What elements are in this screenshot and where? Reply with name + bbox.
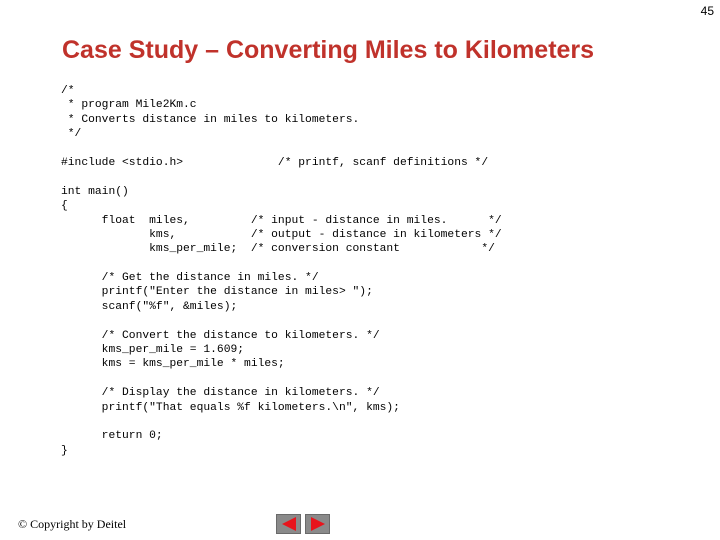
code-line: */ [61,128,82,141]
slide-navigation [276,514,330,534]
code-line [61,314,502,328]
copyright-notice: © Copyright by Deitel [18,517,127,531]
code-line [61,170,502,184]
code-line: int main() [61,185,129,198]
left-arrow-icon [280,517,298,531]
code-line: /* Display the distance in kilometers. */ [61,387,380,400]
next-slide-button[interactable] [305,514,330,534]
code-line: kms_per_mile; /* conversion constant */ [61,243,495,256]
code-line: * program Mile2Km.c [61,99,197,112]
right-arrow-icon [309,517,327,531]
slide-title: Case Study – Converting Miles to Kilometers [62,36,595,64]
code-line: * Converts distance in miles to kilometers. [61,113,360,126]
code-line [61,415,502,429]
code-line: kms_per_mile = 1.609; [61,344,245,357]
code-line: printf("Enter the distance in miles> "); [61,286,373,299]
code-line: scanf("%f", &miles); [61,300,238,313]
code-line: /* Convert the distance to kilometers. */ [61,329,380,342]
code-line: printf("That equals %f kilometers.\n", kms); [61,401,400,414]
code-line: kms = kms_per_mile * miles; [61,358,285,371]
code-line: float miles, /* input - distance in miles. */ [61,214,502,227]
code-line: #include <stdio.h> /* printf, scanf definitions */ [61,156,489,169]
code-listing [61,84,502,458]
code-line: return 0; [61,430,163,443]
code-line: kms, /* output - distance in kilometers */ [61,228,502,241]
code-line: /* [61,85,75,97]
code-line [61,372,502,386]
previous-slide-button[interactable] [276,514,301,534]
code-line: { [61,200,68,213]
code-line [61,142,502,156]
code-line [61,257,502,271]
code-line: /* Get the distance in miles. */ [61,272,319,285]
code-line: } [61,444,68,457]
page-number: 45 [700,4,714,18]
